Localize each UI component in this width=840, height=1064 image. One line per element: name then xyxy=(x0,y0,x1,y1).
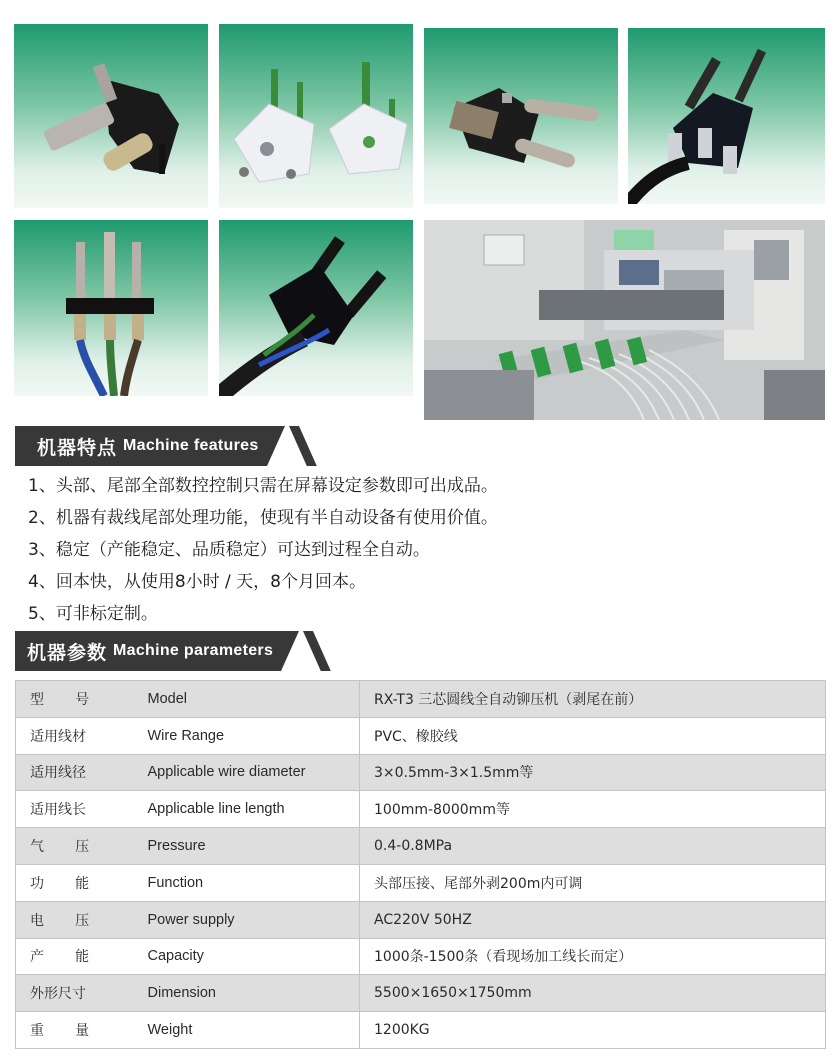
photo-factory-machine xyxy=(424,220,825,420)
param-value: 5500×1650×1750mm xyxy=(360,975,826,1012)
param-name-zh: 型 号 xyxy=(16,681,134,718)
photo-plug-schuko-insert xyxy=(424,28,618,204)
param-value: RX-T3 三芯圆线全自动铆压机（剥尾在前） xyxy=(360,681,826,718)
table-row xyxy=(16,791,826,828)
banner-slash xyxy=(303,631,331,671)
photo-plug-three-pins-wires xyxy=(14,220,208,396)
features-heading-en: Machine features xyxy=(123,437,259,454)
param-name-en: Wire Range xyxy=(134,717,360,754)
table-row xyxy=(16,901,826,938)
photo-plug-uk-angled xyxy=(14,24,208,208)
features-heading-zh: 机器特点 xyxy=(37,436,118,459)
table-row xyxy=(16,681,826,718)
param-name-zh: 电 压 xyxy=(16,901,134,938)
param-name-zh: 重 量 xyxy=(16,1012,134,1049)
table-row xyxy=(16,975,826,1012)
parameters-table xyxy=(15,680,826,1049)
param-value: 1200KG xyxy=(360,1012,826,1049)
param-name-zh: 气 压 xyxy=(16,828,134,865)
param-name-zh: 功 能 xyxy=(16,864,134,901)
feature-item: 4、回本快，从使用8小时 / 天，8个月回本。 xyxy=(28,572,366,592)
parameters-heading-en: Machine parameters xyxy=(113,642,274,659)
param-value: 100mm-8000mm等 xyxy=(360,791,826,828)
param-name-en: Function xyxy=(134,864,360,901)
param-name-en: Pressure xyxy=(134,828,360,865)
table-row xyxy=(16,717,826,754)
param-name-en: Capacity xyxy=(134,938,360,975)
photo-plug-side-view xyxy=(219,220,413,396)
param-value: PVC、橡胶线 xyxy=(360,717,826,754)
param-value: 头部压接、尾部外剥200m内可调 xyxy=(360,864,826,901)
feature-item: 2、机器有裁线尾部处理功能，使现有半自动设备有使用价值。 xyxy=(28,508,498,528)
feature-item: 1、头部、尾部全部数控控制只需在屏幕设定参数即可出成品。 xyxy=(28,476,498,496)
features-heading xyxy=(15,426,299,466)
feature-item: 3、稳定（产能稳定、品质稳定）可达到过程全自动。 xyxy=(28,540,430,560)
param-value: 3×0.5mm-3×1.5mm等 xyxy=(360,754,826,791)
photo-plug-wired-insert xyxy=(628,28,825,204)
param-name-zh: 适用线径 xyxy=(16,754,134,791)
features-list xyxy=(28,470,818,630)
param-name-en: Applicable wire diameter xyxy=(134,754,360,791)
table-row xyxy=(16,1012,826,1049)
param-name-en: Model xyxy=(134,681,360,718)
param-name-en: Weight xyxy=(134,1012,360,1049)
param-value: AC220V 50HZ xyxy=(360,901,826,938)
param-value: 0.4-0.8MPa xyxy=(360,828,826,865)
table-row xyxy=(16,754,826,791)
param-name-zh: 外形尺寸 xyxy=(16,975,134,1012)
photo-plug-white-housings xyxy=(219,24,413,208)
banner-arrow-tip xyxy=(281,631,299,671)
table-row xyxy=(16,864,826,901)
parameters-heading-zh: 机器参数 xyxy=(27,641,108,664)
param-name-en: Power supply xyxy=(134,901,360,938)
feature-item: 5、可非标定制。 xyxy=(28,604,158,624)
table-row xyxy=(16,828,826,865)
param-name-en: Applicable line length xyxy=(134,791,360,828)
param-name-zh: 适用线长 xyxy=(16,791,134,828)
param-name-en: Dimension xyxy=(134,975,360,1012)
banner-arrow-tip xyxy=(267,426,285,466)
banner-slash xyxy=(289,426,317,466)
parameters-heading xyxy=(15,631,313,671)
table-row xyxy=(16,938,826,975)
param-name-zh: 产 能 xyxy=(16,938,134,975)
param-name-zh: 适用线材 xyxy=(16,717,134,754)
param-value: 1000条-1500条（看现场加工线长而定） xyxy=(360,938,826,975)
